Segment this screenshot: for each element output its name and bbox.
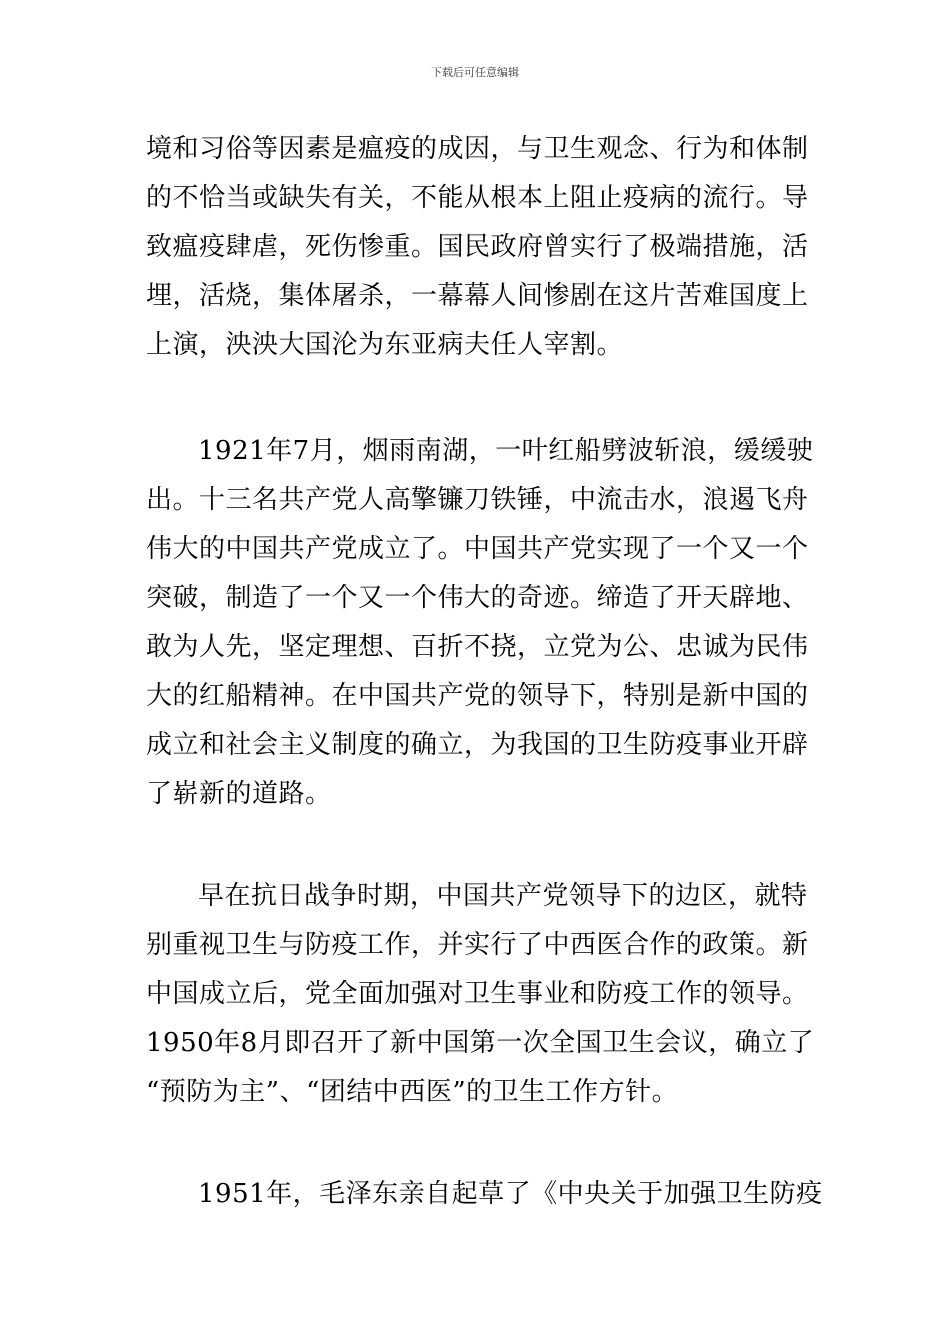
text-line: 的不恰当或缺失有关，不能从根本上阻止疫病的流行。导 (146, 183, 809, 213)
text-line: 1921年7月，烟雨南湖，一叶红船劈波斩浪，缓缓驶 (198, 436, 814, 466)
header-note: 下载后可任意编辑 (431, 66, 519, 79)
text-line: 中国成立后，党全面加强对卫生事业和防疫工作的领导。 (146, 979, 809, 1009)
text-line: 早在抗日战争时期，中国共产党领导下的边区，就特 (198, 881, 808, 911)
text-line: 埋，活烧，集体屠杀，一幕幕人间惨剧在这片苦难国度上 (146, 281, 809, 311)
text-line: 1951年，毛泽东亲自起草了《中央关于加强卫生防疫 (198, 1179, 823, 1209)
text-line: 境和习俗等因素是瘟疫的成因，与卫生观念、行为和体制 (146, 134, 809, 164)
text-line: 突破，制造了一个又一个伟大的奇迹。缔造了开天辟地、 (146, 583, 809, 613)
text-line: 致瘟疫肆虐，死伤惨重。国民政府曾实行了极端措施，活 (146, 232, 809, 262)
text-line: 成立和社会主义制度的确立，为我国的卫生防疫事业开辟 (146, 730, 809, 760)
text-line: 了崭新的道路。 (146, 779, 332, 809)
text-line: 1950年8月即召开了新中国第一次全国卫生会议，确立了 (146, 1028, 815, 1058)
text-line: 敢为人先，坚定理想、百折不挠，立党为公、忠诚为民伟 (146, 632, 809, 662)
text-line: “预防为主”、“团结中西医”的卫生工作方针。 (146, 1077, 679, 1107)
text-line: 大的红船精神。在中国共产党的领导下，特别是新中国的 (146, 681, 809, 711)
text-line: 别重视卫生与防疫工作，并实行了中西医合作的政策。新 (146, 930, 809, 960)
text-line: 上演，泱泱大国沦为东亚病夫任人宰割。 (146, 330, 624, 360)
text-line: 出。十三名共产党人高擎镰刀铁锤，中流击水，浪遏飞舟 (146, 485, 809, 515)
text-line: 伟大的中国共产党成立了。中国共产党实现了一个又一个 (146, 534, 809, 564)
